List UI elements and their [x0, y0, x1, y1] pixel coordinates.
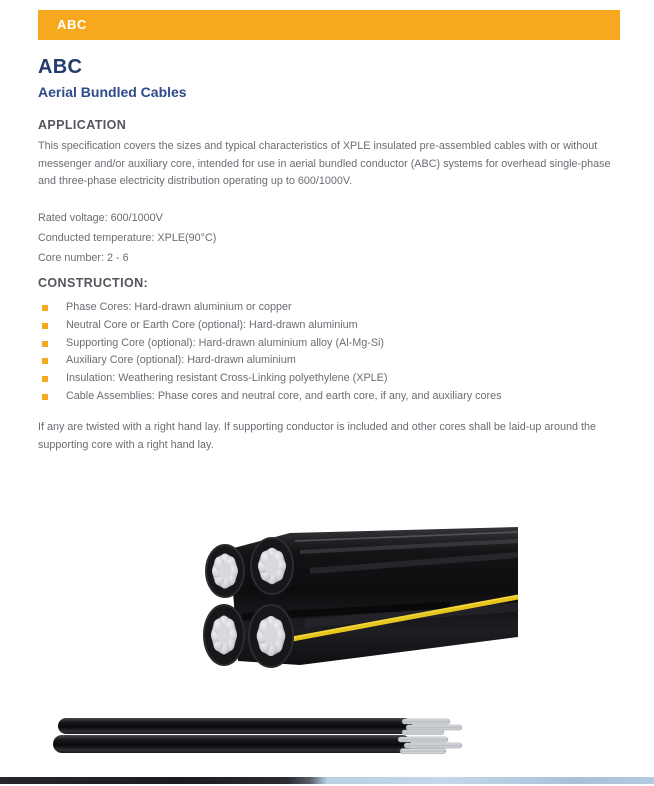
list-item-label: Phase Cores: Hard-drawn aluminium or copper	[66, 301, 292, 313]
cable-cut-end	[251, 538, 293, 594]
spec-conducted-temperature: Conducted temperature: XPLE(90°C)	[38, 232, 217, 244]
bullet-square-icon	[42, 376, 48, 382]
footer-accent-bar	[0, 777, 654, 784]
list-item-label: Neutral Core or Earth Core (optional): Hard-drawn aluminium	[66, 318, 358, 331]
cable-cut-end	[204, 605, 244, 665]
header-banner	[38, 10, 620, 40]
bullet-square-icon	[42, 394, 48, 400]
two-core-cable-illustration	[52, 714, 462, 760]
spec-list	[38, 208, 216, 268]
application-heading: APPLICATION	[38, 118, 127, 132]
application-section	[38, 118, 620, 191]
cable-cut-end	[206, 545, 244, 597]
bullet-square-icon	[42, 358, 48, 364]
list-item	[38, 335, 620, 353]
lay-note-paragraph: If any are twisted with a right hand lay. If supporting conductor is included and other cores shall be laid-up around the supporting core with a right hand lay.	[38, 421, 596, 451]
bullet-square-icon	[42, 341, 48, 347]
list-item-label: Supporting Core (optional): Hard-drawn aluminium alloy (Al-Mg-Si)	[66, 336, 385, 349]
aluminium-strands	[402, 719, 462, 735]
header-banner-label: ABC	[57, 17, 87, 32]
bullet-square-icon	[42, 323, 48, 329]
page-title: ABC	[38, 56, 83, 78]
cable-cut-end	[249, 605, 293, 667]
application-body: This specification covers the sizes and typical characteristics of XPLE insulated pre-assembled cables with or without messenger and/or auxiliary core, intended for use in aerial bundled conductor (ABC) systems for overhead single-phase and three-phase electricity distribution operating up to 600/1000V.	[38, 140, 611, 187]
list-item-label: Insulation: Weathering resistant Cross-Linking polyethylene (XPLE)	[66, 372, 388, 385]
spec-rated-voltage: Rated voltage: 600/1000V	[38, 212, 163, 224]
spec-core-number: Core number: 2 - 6	[38, 252, 129, 264]
list-item-label: Cable Assemblies: Phase cores and neutral core, and earth core, if any, and auxiliary cores	[66, 389, 502, 402]
four-core-cable-illustration	[200, 525, 520, 675]
list-item-label: Auxiliary Core (optional): Hard-drawn aluminium	[66, 354, 296, 367]
page-subtitle: Aerial Bundled Cables	[38, 84, 187, 100]
list-item	[38, 299, 620, 317]
two-core-cable-photo	[52, 714, 462, 760]
construction-section	[38, 276, 620, 406]
aluminium-strands	[398, 737, 462, 754]
construction-heading: CONSTRUCTION:	[38, 276, 149, 290]
construction-list	[38, 299, 620, 406]
list-item	[38, 317, 620, 335]
list-item	[38, 370, 620, 388]
bullet-square-icon	[42, 305, 48, 311]
list-item	[38, 352, 620, 370]
list-item	[38, 388, 620, 406]
four-core-cable-photo	[200, 525, 520, 675]
